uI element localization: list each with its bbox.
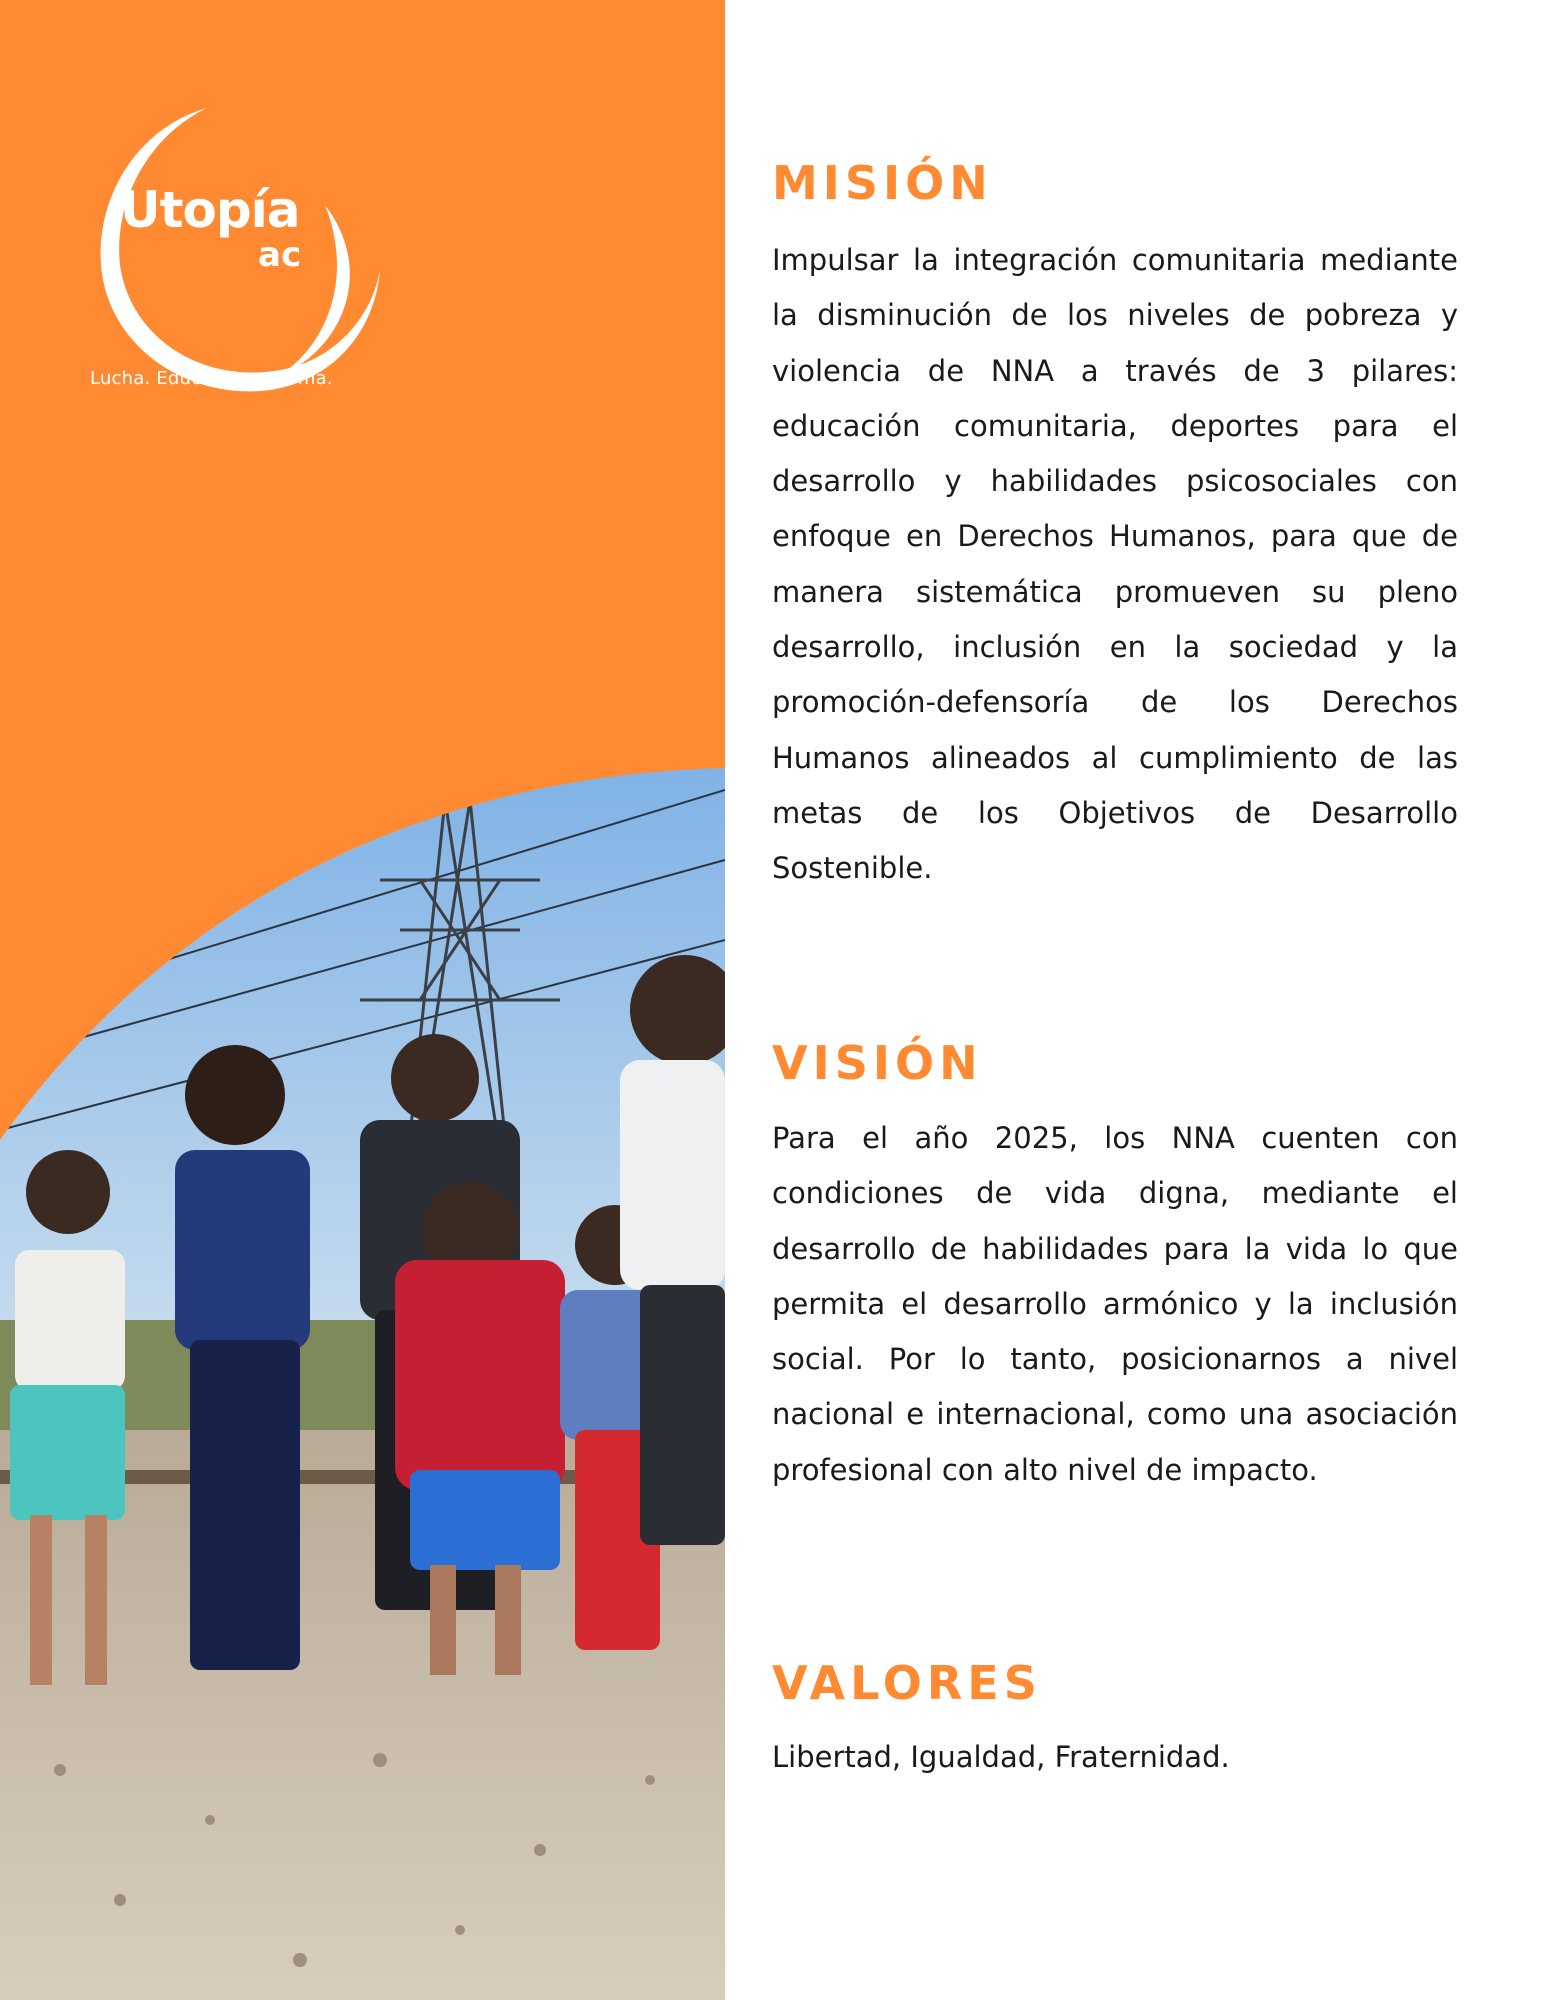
logo-ring-icon bbox=[85, 100, 385, 400]
vision-text: Para el año 2025, los NNA cuenten con condiciones de vida digna, mediante el desarrollo de habilidades para la vida lo que permita el desarrollo armónico y la inclusión social. Por lo tanto, posicionarnos a nivel nacional e internacional, como una asociación profesional con alto nivel de impacto. bbox=[772, 1121, 1458, 1487]
tagline: Lucha. Educa. Transforma. bbox=[90, 368, 333, 389]
valores-text: Libertad, Igualdad, Fraternidad. bbox=[772, 1740, 1230, 1774]
logo-suffix: ac bbox=[258, 235, 302, 275]
valores-title: VALORES bbox=[772, 1656, 1042, 1710]
logo-name: Utopía bbox=[120, 181, 300, 239]
vision-title: VISIÓN bbox=[772, 1036, 983, 1090]
mision-text: Impulsar la integración comunitaria mediante la disminución de los niveles de pobreza y violencia de NNA a través de 3 pilares: educación comunitaria, deportes para el desarrollo y habilidades psicosociales con enfoque en Derechos Humanos, para que de manera sistemática promueven su pleno desarrollo, inclusión en la sociedad y la promoción-defensoría de los Derechos Humanos alineados al cumplimiento de las metas de los Objetivos de Desarrollo Sostenible. bbox=[772, 243, 1458, 886]
mision-title: MISIÓN bbox=[772, 156, 993, 210]
left-panel bbox=[0, 0, 725, 2000]
